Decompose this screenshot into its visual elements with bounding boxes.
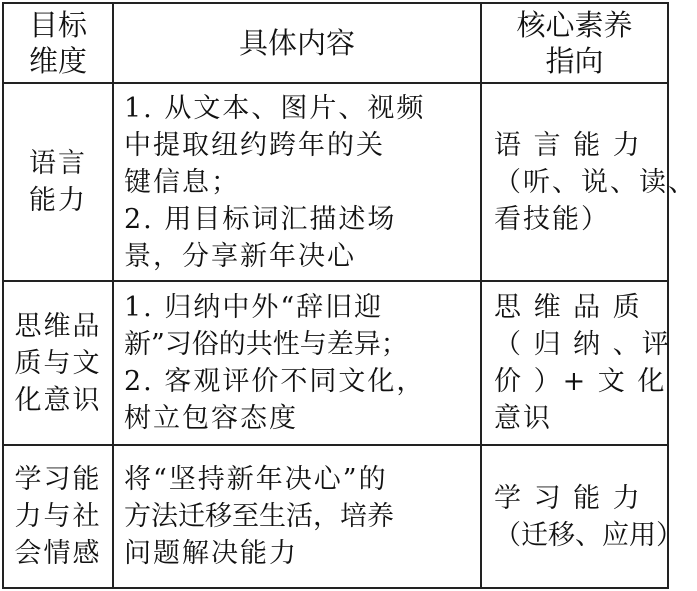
cell-line: 化意识 xyxy=(14,384,102,416)
cell-line: 能力 xyxy=(29,185,87,216)
header-content xyxy=(113,3,481,83)
dimension-cell xyxy=(3,83,113,281)
cell-line: （听、说、读、 xyxy=(494,166,697,198)
cell-line: 将“坚持新年决心”的 xyxy=(124,464,388,495)
cell-line: 中提取纽约跨年的关 xyxy=(124,129,385,161)
cell-line: 问题解决能力 xyxy=(124,538,298,569)
header-text: 维度 xyxy=(28,44,87,78)
cell-line: 质与文 xyxy=(14,347,102,379)
table-row xyxy=(3,445,668,588)
cell-line: 意识 xyxy=(494,403,552,434)
cell-line: 1. 从文本、图片、视频 xyxy=(124,92,426,124)
core-cell xyxy=(481,445,683,588)
cell-line: （迁移、应用） xyxy=(494,519,683,551)
cell-line: 树立包容态度 xyxy=(124,403,298,434)
cell-line: 会情感 xyxy=(14,538,102,569)
cell-line: 价 ）+ 文 化 xyxy=(494,366,667,397)
dimension-cell xyxy=(3,445,113,588)
content-cell xyxy=(113,445,481,588)
cell-line: 学习能 xyxy=(14,464,102,495)
cell-line: 思 维 品 质 xyxy=(494,292,642,323)
header-text: 目标 xyxy=(28,8,87,42)
dimension-cell xyxy=(3,281,113,445)
cell-line: 力与社 xyxy=(14,501,102,532)
cell-line: 思维品 xyxy=(14,310,102,342)
cell-line: （ 归 纳 、评 xyxy=(494,329,671,360)
cell-line: 新”习俗的共性与差异； xyxy=(124,329,408,360)
core-cell xyxy=(481,83,697,281)
cell-line: 看技能） xyxy=(494,203,610,235)
header-row xyxy=(3,3,668,83)
header-text: 核心素养 xyxy=(516,8,633,42)
header-text: 具体内容 xyxy=(238,26,355,60)
header-text: 指向 xyxy=(545,44,604,78)
content-cell xyxy=(113,83,481,281)
header-dimension xyxy=(3,3,113,83)
cell-line: 语言 xyxy=(29,148,87,179)
cell-line: 方法迁移至生活，培养 xyxy=(124,501,394,532)
cell-line: 景，分享新年决心 xyxy=(124,240,356,272)
cell-line: 2. 用目标词汇描述场 xyxy=(124,203,397,235)
table-row xyxy=(3,281,668,445)
core-cell xyxy=(481,281,671,445)
cell-line: 1. 归纳中外“辞旧迎 xyxy=(124,292,384,323)
header-core xyxy=(481,3,668,83)
cell-line: 键信息； xyxy=(124,166,240,198)
cell-line: 2. 客观评价不同文化， xyxy=(124,366,426,397)
goals-table xyxy=(2,2,697,589)
table-row xyxy=(3,83,668,281)
cell-line: 学 习 能 力 xyxy=(494,482,642,514)
cell-line: 语 言 能 力 xyxy=(494,129,642,161)
content-cell xyxy=(113,281,481,445)
